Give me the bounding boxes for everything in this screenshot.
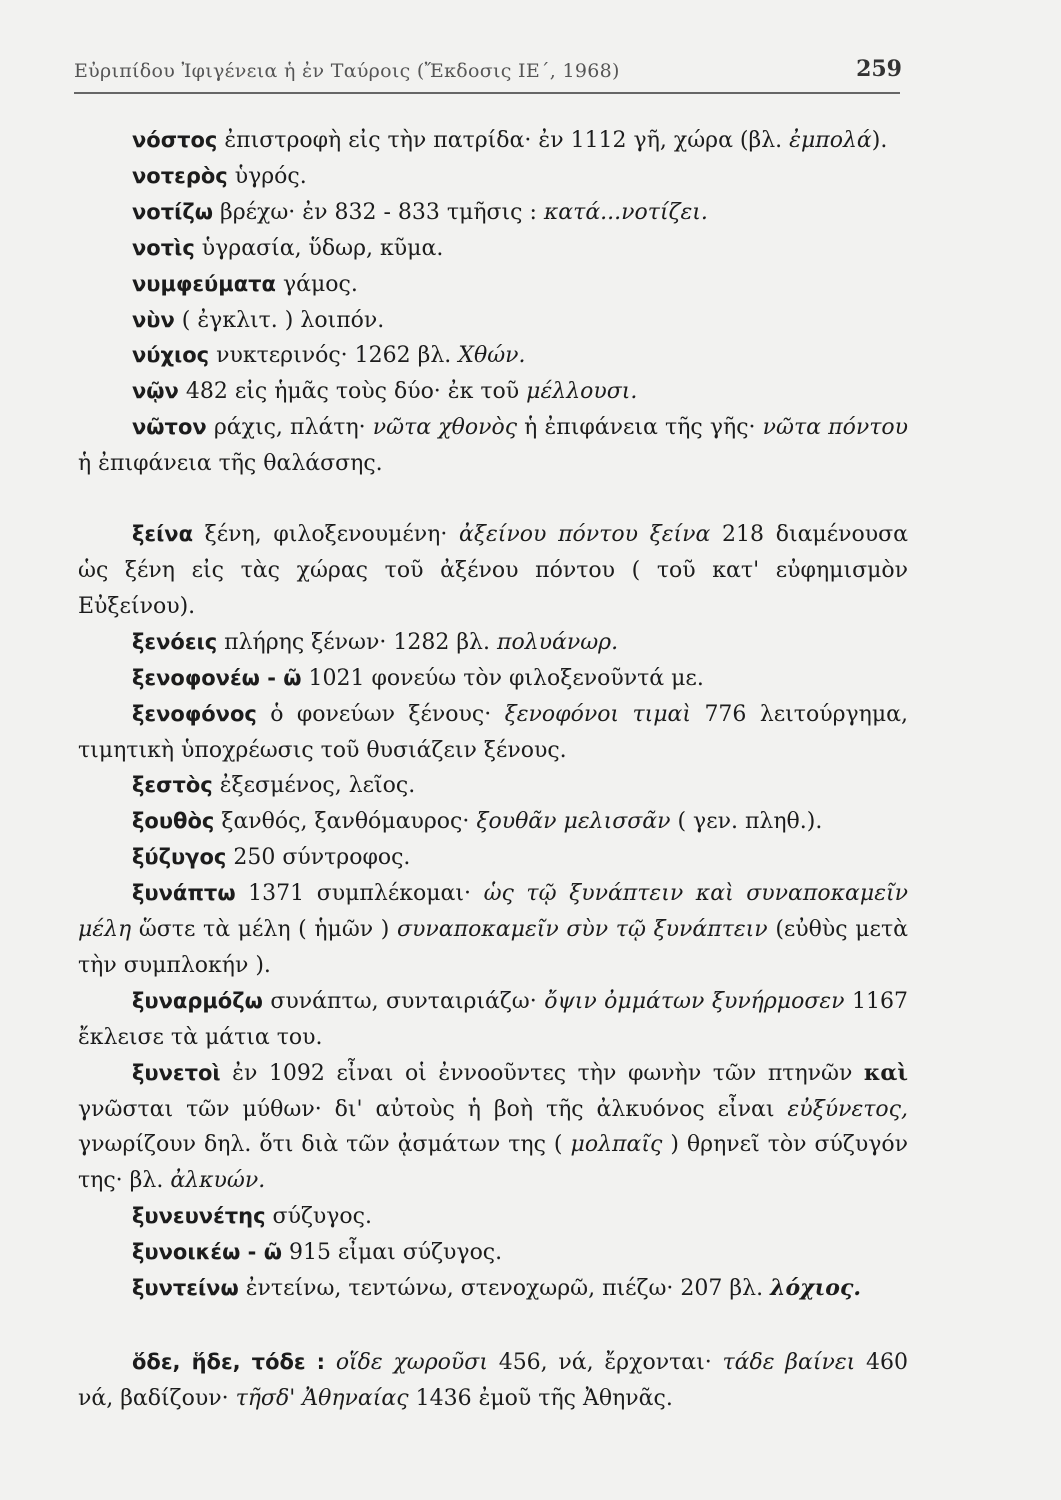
entry-xynteino: ξυντείνω ἐντείνω, τεντώνω, στενοχωρῶ, πιέζω· 207 βλ. λόχιος.: [132, 1275, 862, 1302]
glossary-body: [78, 123, 908, 1417]
entry-noteros: νοτερὸς ὑγρός.: [132, 163, 307, 189]
entry-xyzygos: ξύζυγος 250 σύντροφος.: [132, 845, 411, 871]
entry-xestos: ξεστὸς ἐξεσμένος, λεῖος.: [132, 773, 416, 799]
entry-noton: νῶτον ράχις, πλάτη· νῶτα χθονὸς ἡ ἐπιφάνεια τῆς γῆς· νῶτα πόντου ἡ ἐπιφάνεια τῆς θαλάσσης.: [78, 415, 909, 477]
headword: νοτερὸς: [132, 163, 228, 188]
headword: ξεστὸς: [132, 773, 213, 798]
headword: ξυντείνω: [132, 1276, 239, 1301]
entry-non: νῷν 482 εἰς ἡμᾶς τοὺς δύο· ἐκ τοῦ μέλλουσι.: [132, 379, 638, 405]
entry-xyneynetis: ξυνευνέτης σύζυγος.: [132, 1204, 372, 1230]
headword: νῶτον: [132, 415, 207, 440]
section-gap: [78, 1307, 908, 1345]
entry-nostos: νόστος ἐπιστροφὴ εἰς τὴν πατρίδα· ἐν 1112 γῆ, χώρα (βλ. ἐμπολά).: [132, 128, 888, 153]
headword: νῷν: [132, 379, 179, 404]
headword: νύχιος: [132, 343, 210, 368]
headword: ξυνοικέω - ῶ: [132, 1240, 282, 1265]
headword: ξυνετοὶ: [132, 1060, 221, 1085]
entry-xynapto: ξυνάπτω 1371 συμπλέκομαι· ὡς τῷ ξυνάπτειν καὶ συναποκαμεῖν μέλη ὥστε τὰ μέλη ( ἡμῶν ) συναποκαμεῖν σὺν τῷ ξυνάπτειν (εὐθὺς μετὰ τὴν συμπλοκήν ).: [78, 881, 908, 978]
headword: νυμφεύματα: [132, 271, 276, 296]
entry-nymfeymata: νυμφεύματα γάμος.: [132, 271, 358, 297]
running-header: Εὐριπίδου Ἰφιγένεια ἡ ἐν Ταύροις (Ἔκδοσις ΙΕ΄, 1968): [74, 60, 620, 82]
entry-xynoikeo: ξυνοικέω - ῶ 915 εἶμαι σύζυγος.: [132, 1240, 503, 1266]
entry-notis: νοτὶς ὑγρασία, ὕδωρ, κῦμα.: [132, 235, 444, 261]
entry-ode: ὅδε, ἥδε, τόδε : οἵδε χωροῦσι 456, νά, ἔρχονται· τάδε βαίνει 460 νά, βαδίζουν· τῆσδ' Ἀθηναίας 1436 ἐμοῦ τῆς Ἀθηνᾶς.: [78, 1350, 909, 1411]
entry-xeina: ξείνα ξένη, φιλοξενουμένη· ἀξείνου πόντου ξείνα 218 διαμένουσα ὡς ξένη εἰς τὰς χώρας τοῦ ἀξένου πόντου ( τοῦ κατ' εὐφημισμὸν Εὐξείνου).: [78, 522, 908, 619]
headword: νοτὶς: [132, 235, 195, 260]
headword: νοτίζω: [132, 199, 213, 224]
entry-xynarmozo: ξυναρμόζω συνάπτω, συνταιριάζω· ὄψιν ὀμμάτων ξυνήρμοσεν 1167 ἔκλεισε τὰ μάτια του.: [78, 988, 909, 1050]
entry-nyn: νὺν ( ἐγκλιτ. ) λοιπόν.: [132, 307, 385, 333]
header-rule: [74, 92, 900, 94]
headword: ξενόεις: [132, 629, 218, 654]
page-number: 259: [856, 56, 902, 82]
headword: ξύζυγος: [132, 845, 227, 870]
headword: ξενοφονέω - ῶ: [132, 665, 302, 690]
headword: νὺν: [132, 307, 175, 332]
headword: ξουθὸς: [132, 809, 215, 834]
headword: ξυνάπτω: [132, 881, 236, 906]
entry-xynetoi: ξυνετοὶ ἐν 1092 εἶναι οἱ ἐννοοῦντες τὴν φωνὴν τῶν πτηνῶν καὶ γνῶσται τῶν μύθων· δι' αὐτοὺς ἡ βοὴ τῆς ἀλκυόνος εἶναι εὐξύνετος, γνωρίζουν δηλ. ὅτι διὰ τῶν ᾀσμάτων της ( μολπαῖς ) θρηνεῖ τὸν σύζυγόν της· βλ. ἀλκυών.: [78, 1059, 908, 1194]
entry-notizo: νοτίζω βρέχω· ἐν 832 - 833 τμῆσις : κατά...νοτίζει.: [132, 199, 708, 225]
headword: ξυνευνέτης: [132, 1204, 266, 1229]
headword: ξενοφόνος: [132, 701, 257, 726]
entry-nychios: νύχιος νυκτερινός· 1262 βλ. Χθών.: [132, 343, 526, 369]
headword: ὅδε, ἥδε, τόδε :: [132, 1350, 326, 1374]
entry-xenofoneo: ξενοφονέω - ῶ 1021 φονεύω τὸν φιλοξενοῦντά με.: [132, 665, 704, 691]
section-gap: [78, 482, 908, 517]
headword: ξείνα: [132, 522, 194, 547]
entry-xouthos: ξουθὸς ξανθός, ξανθόμαυρος· ξουθᾶν μελισσᾶν ( γεν. πληθ.).: [132, 809, 823, 835]
headword: νόστος: [132, 128, 218, 152]
headword: ξυναρμόζω: [132, 988, 263, 1013]
entry-xenoeis: ξενόεις πλήρης ξένων· 1282 βλ. πολυάνωρ.: [132, 629, 619, 655]
entry-xenofonos: ξενοφόνος ὁ φονεύων ξένους· ξενοφόνοι τιμαὶ 776 λειτούργημα, τιμητικὴ ὑποχρέωσις τοῦ θυσιάζειν ξένους.: [78, 701, 908, 763]
